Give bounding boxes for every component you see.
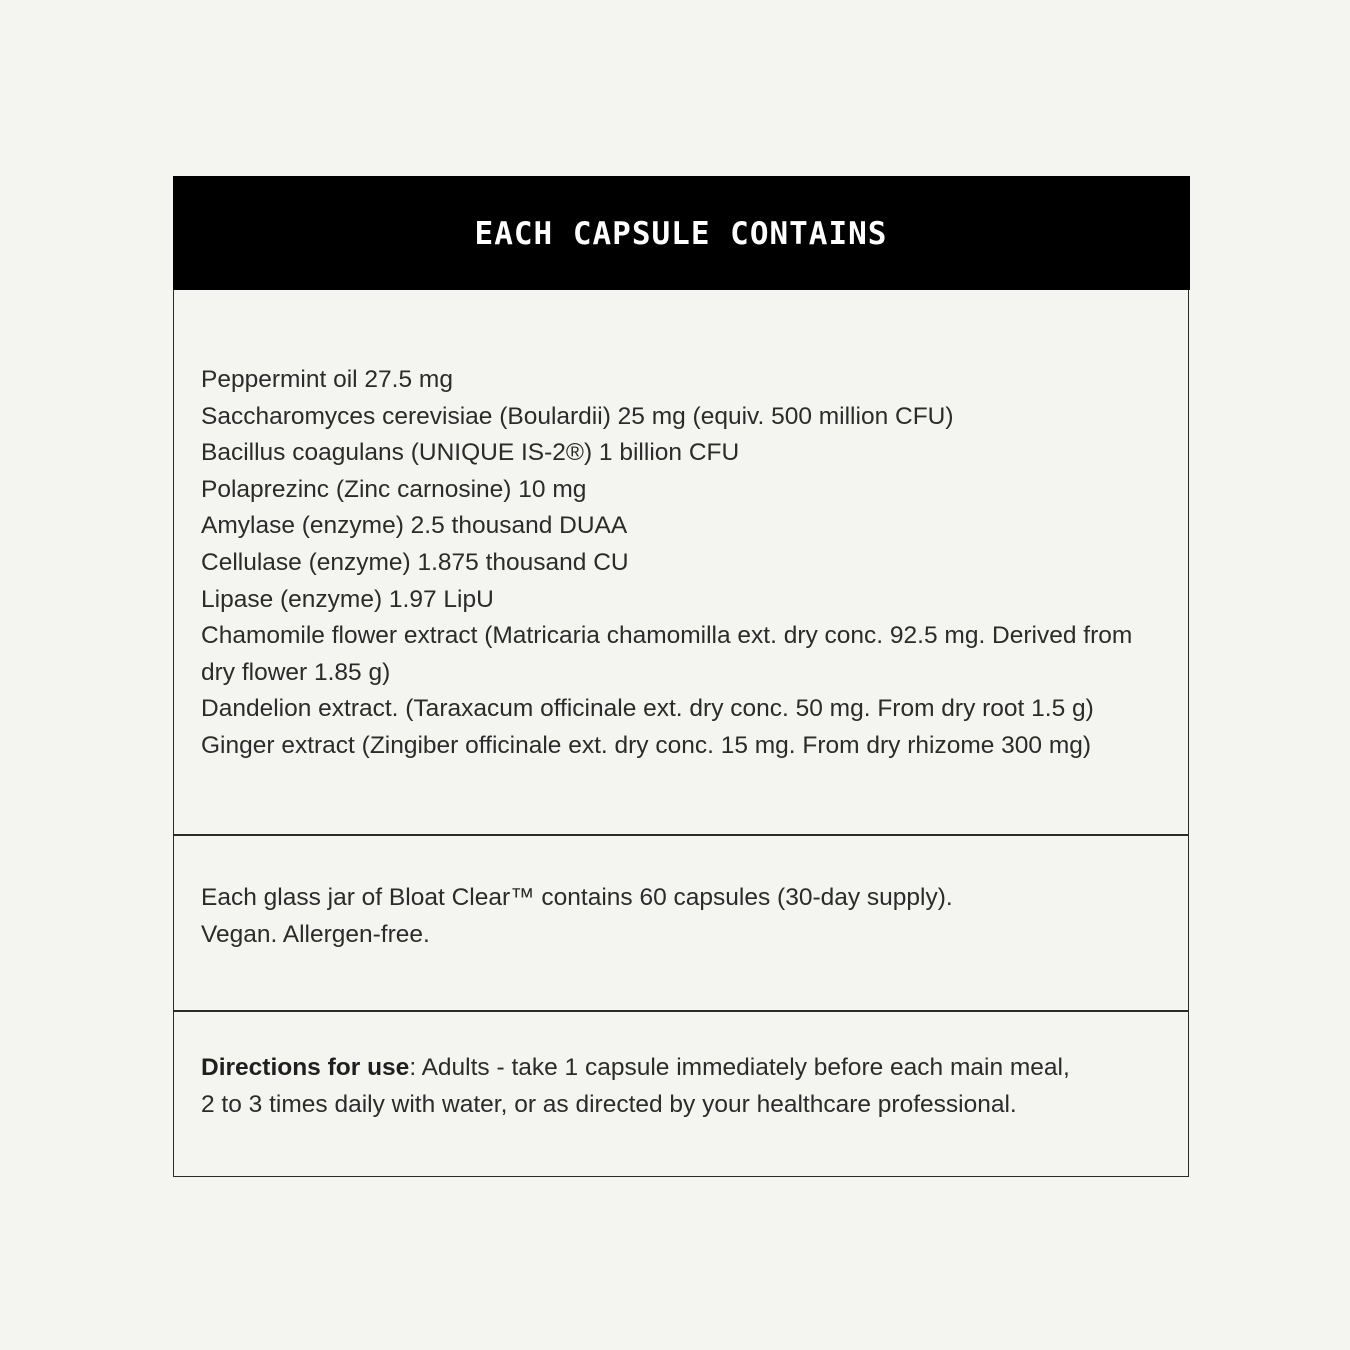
ingredient-item: Bacillus coagulans (UNIQUE IS-2®) 1 billion CFU bbox=[201, 439, 740, 467]
panel-header bbox=[173, 176, 1190, 290]
ingredient-item: Dandelion extract. (Taraxacum officinale ext. dry conc. 50 mg. From dry root 1.5 g) bbox=[201, 695, 1094, 723]
ingredient-item: Cellulase (enzyme) 1.875 thousand CU bbox=[201, 548, 629, 576]
directions-line-2: 2 to 3 times daily with water, or as directed by your healthcare professional. bbox=[201, 1090, 1017, 1118]
directions-text: : Adults - take 1 capsule immediately before each main meal, bbox=[409, 1054, 1070, 1081]
ingredient-item: Amylase (enzyme) 2.5 thousand DUAA bbox=[201, 512, 628, 540]
supply-description: Each glass jar of Bloat Clear™ contains 60 capsules (30-day supply). bbox=[201, 884, 953, 911]
ingredient-item: Lipase (enzyme) 1.97 LipU bbox=[201, 585, 494, 613]
dietary-note: Vegan. Allergen-free. bbox=[201, 920, 430, 948]
ingredient-item: Polaprezinc (Zinc carnosine) 10 mg bbox=[201, 475, 587, 503]
panel-title: EACH CAPSULE CONTAINS bbox=[474, 216, 888, 252]
directions-line-1 bbox=[201, 1050, 1161, 1087]
directions-label: Directions for use bbox=[201, 1054, 410, 1081]
ingredient-item: Ginger extract (Zingiber officinale ext. dry conc. 15 mg. From dry rhizome 300 mg) bbox=[201, 731, 1092, 759]
ingredient-item: Chamomile flower extract (Matricaria chamomilla ext. dry conc. 92.5 mg. Derived from dry flower 1.85 g) bbox=[201, 622, 1133, 686]
ingredients-section bbox=[174, 290, 1188, 836]
directions-section bbox=[174, 1012, 1188, 1176]
supply-section bbox=[174, 836, 1188, 1012]
ingredient-item: Peppermint oil 27.5 mg bbox=[201, 366, 453, 393]
ingredient-item: Saccharomyces cerevisiae (Boulardii) 25 mg (equiv. 500 million CFU) bbox=[201, 402, 954, 430]
supplement-facts-panel bbox=[173, 176, 1189, 1177]
